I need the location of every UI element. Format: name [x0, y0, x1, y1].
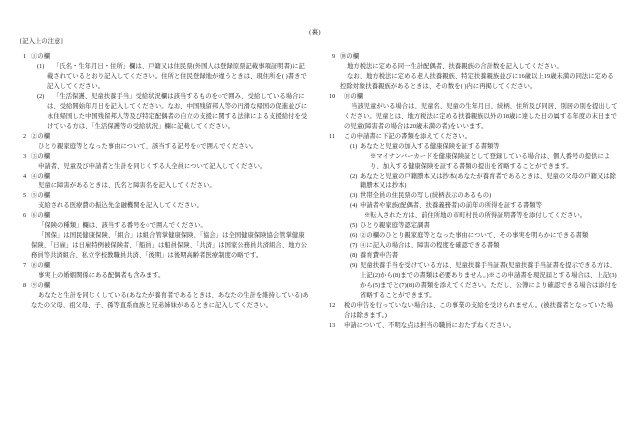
sub-item-marker: (1) — [350, 142, 358, 150]
sub-item-marker: (3) — [350, 192, 358, 200]
item-title: ⑩の欄 — [340, 53, 360, 61]
item-body-text-continued: なお、地方税法に定める老人扶養親族、特定扶養親族並びに16歳以上19歳未満の同法に定める控除対象扶養親族があるときは、その数を( )内に再掲してください。 — [340, 73, 614, 91]
list-item — [20, 261, 309, 281]
item-number: 1 — [23, 53, 27, 61]
sub-item-text: 児童扶養手当を受けている方は、児童扶養手当証書(児童扶養手当証書を提示できる方は、上記(2)から(8)までの書類は必要ありません。)※この申請書を現況届とする場合は、上記(3)から(5)までと(7)(8)の書類を添えてください。ただし、公簿により確認できる場合は添付を省略することができます。 — [360, 261, 618, 299]
sub-item-marker: (1) — [37, 63, 45, 71]
item-number: 2 — [23, 132, 27, 140]
sub-item-marker: (6) — [350, 232, 358, 240]
item-body-text: 児童に障害があるときは、氏名と障害名を記入してください。 — [38, 182, 216, 190]
sub-item-text: ④に記入の場合は、障害の程度を確認できる書類 — [360, 242, 500, 250]
sub-item — [31, 62, 309, 92]
sub-item — [344, 261, 618, 301]
item-title: 申請について、不明な点は担当の職員におたずねください。 — [344, 321, 516, 329]
sub-item-marker: (5) — [350, 222, 358, 230]
item-body-text: ひとり親家庭等となった事由について、該当する記号を○で囲んでください。 — [38, 142, 258, 150]
item-title: この申請書に下記の書類を添えてください。 — [344, 132, 471, 140]
insurance-abbreviations-text: 「国保」は国民健康保険、「組合」は組合管掌健康保険、「協会」は全国健康保険協会管掌健康保険、「日雇」は日雇特例被保険者、「船員」は船員保険、「共済」は国家公務員共済組合、地方公務員等共済組合、私立学校教職員共済、「後期」は後期高齢者医療制度の略です。 — [31, 232, 308, 259]
sub-item-text: 養育費申告書 — [360, 252, 399, 259]
item-number: 4 — [23, 172, 27, 180]
list-item — [329, 321, 618, 331]
sub-item — [344, 191, 618, 201]
sub-item-marker: (8) — [350, 252, 358, 259]
item-body-text: 「保険の種類」欄は、該当する番号を○で囲んでください。 — [38, 222, 207, 230]
sub-item-marker: (9) — [350, 261, 358, 269]
sub-item — [31, 92, 309, 132]
item-number: 9 — [332, 53, 336, 61]
sub-item — [344, 142, 618, 152]
list-item — [329, 92, 618, 132]
item-body-text: 事実上の婚姻関係にある配偶者も含みます。 — [38, 271, 165, 279]
list-item — [20, 132, 309, 152]
item-body-text: 地方税法に定める同一生計配偶者、扶養親族の合計数を記入してください。 — [347, 63, 563, 71]
item-body-text: 当該児童がいる場合は、児童名、児童の生年月日、続柄、住所及び同居、別居の別を提出してください。児童とは、地方税法に定める扶養親族以外の18歳に達した日の属する年度の末日までの児童(障害者の場合は20歳未満の者)をいいます。 — [344, 102, 618, 130]
sub-item-marker: (2) — [37, 93, 45, 100]
item-title: ⑧の欄 — [31, 261, 51, 269]
item-number: 10 — [329, 93, 336, 100]
list-item — [20, 211, 309, 261]
sub-item — [344, 221, 618, 231]
sub-item-marker: (7) — [350, 242, 358, 250]
notes-heading: [記入上の注意] — [20, 37, 63, 45]
item-number: 11 — [329, 132, 336, 140]
page-side-marker: (裏) — [309, 29, 321, 36]
item-title: ⑤の欄 — [31, 192, 51, 200]
item-title: ⑪の欄 — [344, 93, 364, 100]
item-number: 5 — [23, 192, 27, 200]
item-title: ②の欄 — [31, 132, 51, 140]
sub-item-text: ひとり親家庭等認定調書 — [360, 222, 430, 230]
item-number: 8 — [23, 281, 27, 289]
sub-item-text: ②の欄のひとり親家庭等となった事由について、その事実を明らかにできる書類 — [360, 232, 589, 240]
sub-item-marker: (4) — [350, 202, 358, 210]
list-item — [329, 52, 618, 92]
sub-item-text: あなたと児童の加入する健康保険を証する書類等 — [360, 142, 500, 150]
item-title: 税の申告を行っていない場合は、この事業の支給を受けられません。(被扶養者となっていた場合は除きます。) — [344, 301, 614, 319]
item-body-text: 申請者、児童及び申請者と生計を同じくする人全員について記入してください。 — [38, 162, 267, 170]
list-item — [20, 152, 309, 172]
sub-item — [344, 201, 618, 211]
item-body-text: 支給される医療費の振込先金融機関を記入してください。 — [38, 202, 204, 210]
item-title: ①の欄 — [31, 53, 51, 61]
sub-item-text: 世帯全員の住民票の写し(続柄表示のあるもの) — [360, 192, 492, 200]
list-item — [20, 191, 309, 211]
list-item — [329, 132, 618, 301]
sub-item-note: ※転入された方は、前住所地の市町村長の所得証明書等を添付してください。 — [364, 212, 587, 220]
item-title: ④の欄 — [31, 172, 51, 180]
item-number: 7 — [23, 261, 27, 269]
item-title: ⑨の欄 — [31, 281, 51, 289]
sub-item — [344, 231, 618, 241]
list-item — [20, 281, 309, 311]
item-title: ⑥の欄 — [31, 212, 51, 220]
list-item — [20, 172, 309, 192]
sub-item-text: 「氏名・生年月日・住所」欄は、戸籍又は住民票(外国人は登録原票記載事項証明書)に記載されているとおり記入してください。住所と住民登録地が違うときは、現住所を( )書きで記入してください。 — [47, 63, 307, 91]
item-number: 13 — [329, 321, 336, 329]
item-number: 6 — [23, 212, 27, 220]
sub-item — [344, 241, 618, 251]
item-number: 12 — [329, 301, 336, 309]
left-column — [20, 52, 319, 310]
sub-item-marker: (2) — [350, 172, 358, 180]
sub-item — [344, 251, 618, 261]
sub-item-text: 「生活保護、児童扶養手当」受給状況欄は該当するものを○で囲み、受給している場合には、受給開始年月日を記入してください。なお、中国残留邦人等の円滑な帰国の促進並びに永住帰国した中国残留邦人等及び特定配偶者の自立の支援に関する法律による支援給付を受けている方は、「生活保護等の受給状況」欄に記載してください。 — [47, 93, 308, 130]
right-column — [319, 52, 618, 330]
item-number: 3 — [23, 152, 27, 160]
two-column-layout — [0, 52, 630, 330]
list-item — [20, 52, 309, 132]
sub-item-note: ※マイナンバーカードを健康保険証として登録している場合は、個人番号の提供により、加入する健康保険を証する書類の提出を省略することができます。 — [370, 152, 611, 170]
sub-item — [344, 172, 618, 192]
item-body-text: あなたと生計を同じくしている(あなたが養育者であるときは、あなたの生計を維持している)あなたの父母、祖父母、子、孫等直系血族と兄弟姉妹があるときに記入してください。 — [31, 291, 309, 309]
item-title: ③の欄 — [31, 152, 51, 160]
sub-item-text: 申請者や家族(配偶者、扶養義務者)の前年の所得を証する書類等 — [360, 202, 543, 210]
sub-item-text: あなたと児童の戸籍謄本又は抄本(あなたが養育者であるときは、児童の父母の戸籍又は除籍謄本又は抄本) — [360, 172, 617, 190]
list-item — [329, 301, 618, 321]
